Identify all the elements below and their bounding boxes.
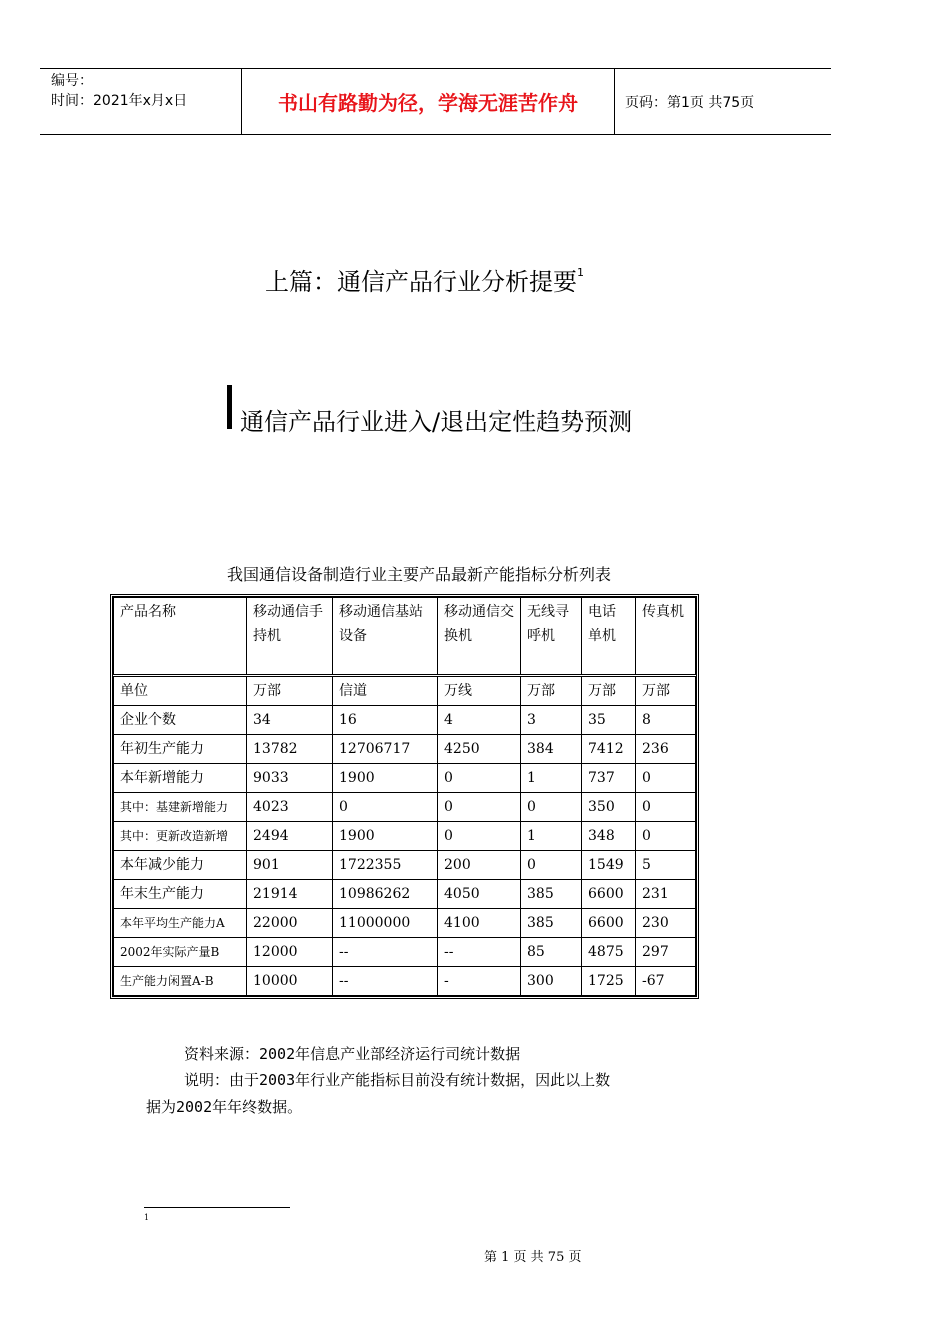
table-cell: 7412 (582, 735, 636, 764)
table-cell: 1 (521, 822, 582, 851)
row-label: 单位 (114, 676, 247, 706)
table-cell: 200 (438, 851, 521, 880)
table-cell: 11000000 (333, 909, 438, 938)
table-cell: 0 (521, 793, 582, 822)
data-source: 资料来源：2002年信息产业部经济运行司统计数据 (184, 1045, 521, 1063)
row-label: 企业个数 (114, 706, 247, 735)
table-cell: 4023 (247, 793, 333, 822)
table-cell: 737 (582, 764, 636, 793)
table-row (114, 938, 696, 967)
header-cell: 无线寻呼机 (521, 598, 582, 676)
footnote-ref[interactable]: 1 (577, 266, 584, 279)
table-cell: 384 (521, 735, 582, 764)
table-cell: 236 (636, 735, 696, 764)
table-cell: 348 (582, 822, 636, 851)
table-cell: 34 (247, 706, 333, 735)
table-cell: 4100 (438, 909, 521, 938)
row-label: 其中：更新改造新增 (114, 822, 247, 851)
row-label: 生产能力闲置A-B (114, 967, 247, 996)
page-footer: 第 1 页 共 75 页 (484, 1250, 582, 1265)
table-cell: 22000 (247, 909, 333, 938)
table-row (114, 676, 696, 706)
table-cell: -- (333, 967, 438, 996)
table-cell: 0 (636, 764, 696, 793)
table-cell: -- (438, 938, 521, 967)
row-label: 本年减少能力 (114, 851, 247, 880)
header-cell: 产品名称 (114, 598, 247, 676)
table-row (114, 822, 696, 851)
table-cell: 21914 (247, 880, 333, 909)
table-cell: 300 (521, 967, 582, 996)
table-row (114, 880, 696, 909)
header-divider-right (614, 68, 615, 135)
row-label: 2002年实际产量B (114, 938, 247, 967)
table-cell: 10000 (247, 967, 333, 996)
table-cell: 0 (333, 793, 438, 822)
table-cell: 1 (521, 764, 582, 793)
header-divider-left (241, 68, 242, 135)
table-cell: 万部 (636, 676, 696, 706)
header-meta (51, 71, 187, 111)
table-cell: 2494 (247, 822, 333, 851)
table-cell: 万部 (582, 676, 636, 706)
note-line-2: 据为2002年年终数据。 (146, 1098, 303, 1116)
table-cell: 901 (247, 851, 333, 880)
table-cell: 万部 (247, 676, 333, 706)
table-cell: 13782 (247, 735, 333, 764)
table-cell: 12000 (247, 938, 333, 967)
row-label: 年初生产能力 (114, 735, 247, 764)
table-cell: 12706717 (333, 735, 438, 764)
table-cell: 230 (636, 909, 696, 938)
table-cell: 9033 (247, 764, 333, 793)
table-row (114, 793, 696, 822)
header-cell: 移动通信手持机 (247, 598, 333, 676)
footnote-number: 1 (144, 1213, 150, 1222)
table-cell: 231 (636, 880, 696, 909)
header-page-info: 页码：第1页 共75页 (625, 95, 755, 111)
table-row (114, 706, 696, 735)
table-cell: - (438, 967, 521, 996)
note-line-1: 说明：由于2003年行业产能指标目前没有统计数据，因此以上数 (184, 1071, 611, 1089)
number-label: 编号： (51, 73, 93, 89)
table-cell: 35 (582, 706, 636, 735)
table-cell: 10986262 (333, 880, 438, 909)
main-title (265, 262, 584, 297)
time-label: 时间：2021年x月x日 (51, 93, 188, 109)
table-cell: 4050 (438, 880, 521, 909)
table-cell: 0 (438, 793, 521, 822)
table-cell: 1900 (333, 822, 438, 851)
header-cell: 电话单机 (582, 598, 636, 676)
table-cell: 6600 (582, 909, 636, 938)
row-label: 其中：基建新增能力 (114, 793, 247, 822)
table-header-row (114, 598, 696, 676)
section-heading: 通信产品行业进入/退出定性趋势预测 (240, 408, 633, 436)
table-cell: 297 (636, 938, 696, 967)
table-cell: -67 (636, 967, 696, 996)
table-cell: 1549 (582, 851, 636, 880)
table-cell: 4875 (582, 938, 636, 967)
table-cell: 385 (521, 880, 582, 909)
header-cell: 移动通信交换机 (438, 598, 521, 676)
table-cell: 85 (521, 938, 582, 967)
table-cell: 4250 (438, 735, 521, 764)
table-cell: 1722355 (333, 851, 438, 880)
table-row (114, 851, 696, 880)
row-label: 本年新增能力 (114, 764, 247, 793)
table-cell: 0 (438, 764, 521, 793)
table-cell: 万部 (521, 676, 582, 706)
table-cell: 1725 (582, 967, 636, 996)
table-cell: 0 (636, 793, 696, 822)
row-label: 年末生产能力 (114, 880, 247, 909)
table-title: 我国通信设备制造行业主要产品最新产能指标分析列表 (227, 565, 612, 584)
header-motto: 书山有路勤为径，学海无涯苦作舟 (278, 91, 578, 115)
table-cell: 万线 (438, 676, 521, 706)
table-cell: -- (333, 938, 438, 967)
main-title-text: 上篇：通信产品行业分析提要 (265, 268, 577, 296)
capacity-table (113, 597, 696, 996)
table-cell: 350 (582, 793, 636, 822)
table-cell: 信道 (333, 676, 438, 706)
table-cell: 385 (521, 909, 582, 938)
table-cell: 8 (636, 706, 696, 735)
capacity-table-frame (110, 594, 699, 999)
table-row (114, 967, 696, 996)
table-row (114, 909, 696, 938)
header-cell: 移动通信基站设备 (333, 598, 438, 676)
table-cell: 4 (438, 706, 521, 735)
heading-bar (227, 385, 232, 429)
table-cell: 1900 (333, 764, 438, 793)
table-cell: 0 (636, 822, 696, 851)
header-cell: 传真机 (636, 598, 696, 676)
row-label: 本年平均生产能力A (114, 909, 247, 938)
table-row (114, 735, 696, 764)
table-row (114, 764, 696, 793)
table-cell: 6600 (582, 880, 636, 909)
table-cell: 16 (333, 706, 438, 735)
table-cell: 0 (521, 851, 582, 880)
table-cell: 0 (438, 822, 521, 851)
footnote-separator (144, 1207, 290, 1208)
table-cell: 5 (636, 851, 696, 880)
table-cell: 3 (521, 706, 582, 735)
